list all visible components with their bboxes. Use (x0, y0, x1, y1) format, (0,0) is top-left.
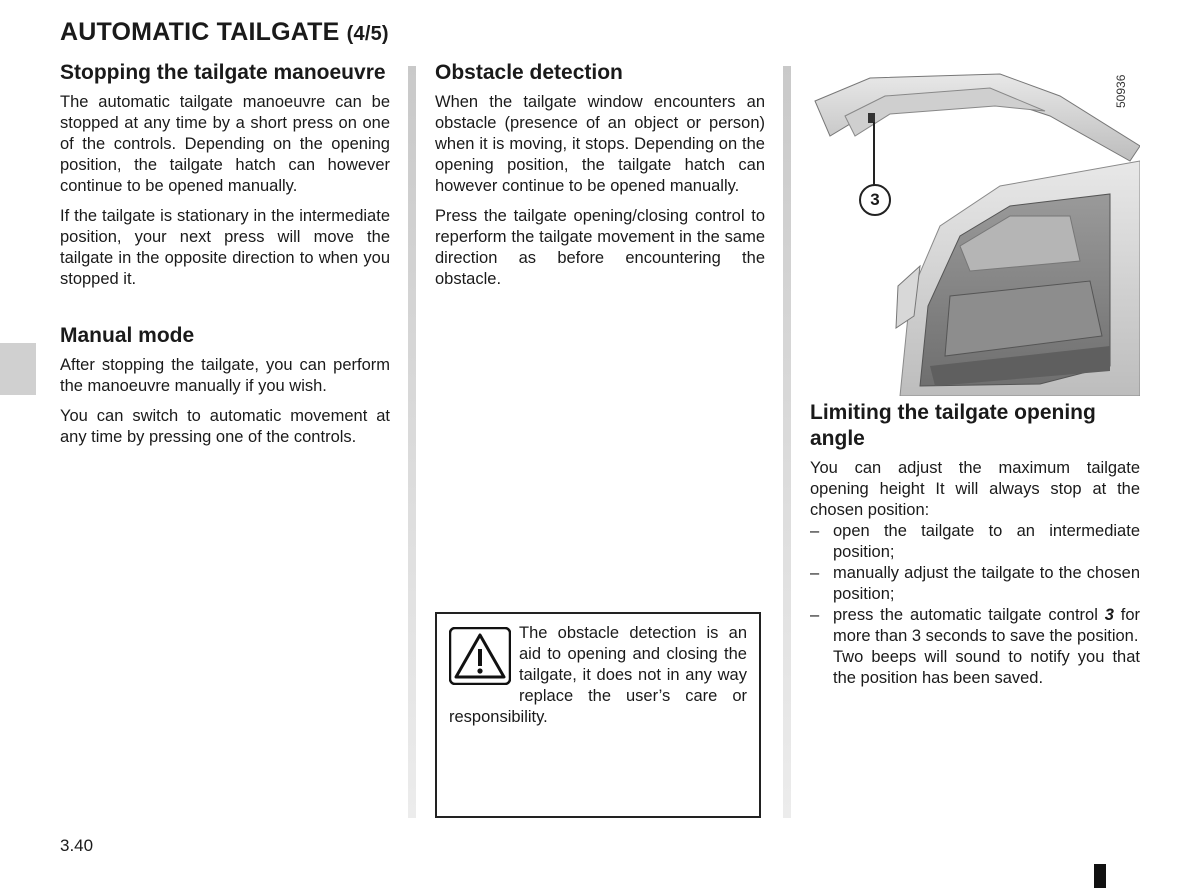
figure-reference-number: 50936 (1114, 74, 1128, 108)
warning-text: The obstacle detection is an aid to opening and closing the tailgate, it does not in any way replace the user’s care or responsibility. (449, 624, 747, 726)
page-title (60, 18, 389, 47)
obstacle-paragraph-2: Press the tailgate opening/closing control to reperform the tailgate movement in the same direction as before encountering the obstacle. (435, 207, 765, 288)
list-item (810, 563, 1140, 605)
limiting-intro: You can adjust the maximum tailgate opening height It will always stop at the chosen position: (810, 459, 1140, 519)
manual-paragraph-1: After stopping the tailgate, you can perform the manoeuvre manually if you wish. (60, 356, 390, 395)
list-item (810, 605, 1140, 689)
page-title-main: AUTOMATIC TAILGATE (60, 18, 340, 46)
limiting-steps-list (810, 521, 1140, 689)
stopping-paragraph-1: The automatic tailgate manoeuvre can be stopped at any time by a short press on one of the controls. Depending on the opening position, the tailgate hatch can however continue to be opened manually. (60, 93, 390, 195)
section-heading-stopping: Stopping the tailgate manoeuvre (60, 61, 386, 84)
callout-leader-line (873, 122, 875, 186)
control-reference: 3 (1104, 606, 1114, 624)
page-number: 3.40 (60, 836, 94, 855)
stopping-paragraph-2: If the tailgate is stationary in the intermediate position, your next press will move the tailgate in the opposite direction to when you stopped it. (60, 207, 390, 288)
page-edge-marker (1094, 864, 1106, 888)
list-dash: – (810, 606, 820, 624)
section-gap (60, 299, 390, 323)
page-title-suffix: (4/5) (346, 23, 389, 45)
warning-box (435, 612, 761, 818)
list-dash: – (810, 564, 820, 582)
section-heading-obstacle: Obstacle detection (435, 61, 623, 84)
list-item-text-rest: for more than 3 seconds to save the position. (833, 606, 1141, 645)
list-item-text: manually adjust the tailgate to the chosen position; (833, 564, 1140, 603)
list-item-text: open the tailgate to an intermediate position; (833, 522, 1140, 561)
manual-paragraph-2: You can switch to automatic movement at any time by pressing one of the controls. (60, 407, 390, 446)
tailgate-illustration (810, 66, 1140, 396)
column-left (60, 60, 390, 457)
chapter-tab-marker (0, 343, 36, 395)
section-heading-manual-mode: Manual mode (60, 324, 195, 347)
column-middle (435, 60, 765, 299)
list-item-note: Two beeps will sound to notify you that the position has been saved. (833, 648, 1140, 687)
list-item (810, 521, 1140, 563)
section-heading-limiting: Limiting the tailgate opening angle (810, 401, 1096, 450)
warning-triangle-icon (449, 627, 511, 685)
column-divider-left (408, 66, 416, 818)
column-right (810, 400, 1140, 689)
list-item-text: press the automatic tailgate control (833, 606, 1098, 624)
column-divider-right (783, 66, 791, 818)
callout-marker: 3 (859, 184, 891, 216)
list-dash: – (810, 522, 820, 540)
obstacle-paragraph-1: When the tailgate window encounters an obstacle (presence of an object or person) when it is moving, it stops. Depending on the opening position, the tailgate hatch can however continue to be opened manually. (435, 93, 765, 195)
